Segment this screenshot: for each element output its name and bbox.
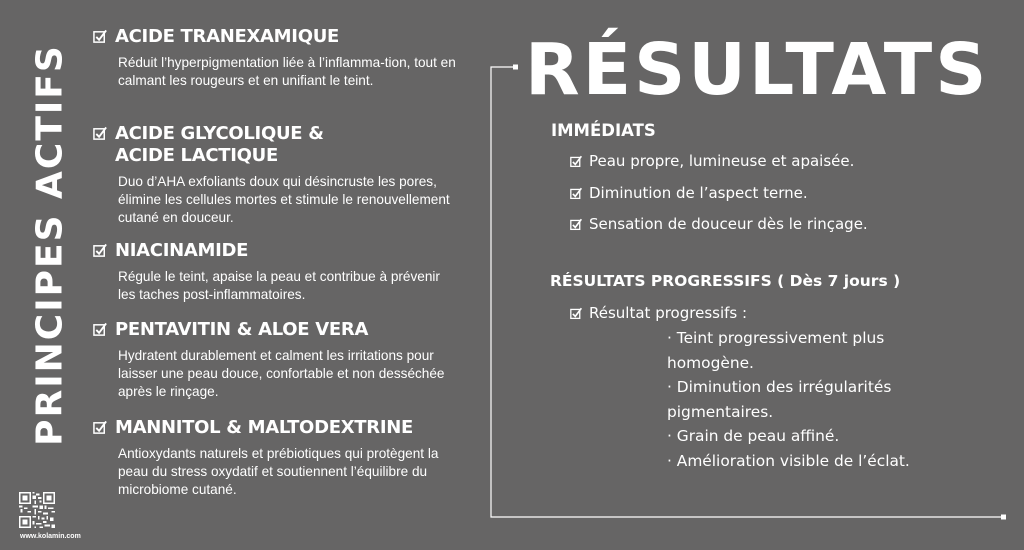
result-text: Résultat progressifs :: [589, 304, 748, 322]
website-url: www.kolamin.com: [20, 533, 81, 540]
ingredient-description: Hydratent durablement et calment les irritations pour laisser une peau douce, confortable et non desséchée après le rinçage.: [118, 348, 445, 399]
ingredient-description: Réduit l’hyperpigmentation liée à l’inflamma-tion, tout en calmant les rougeurs et en unifiant le teint.: [118, 55, 456, 88]
list-item: · Amélioration visible de l’éclat.: [667, 451, 910, 470]
immediate-results-heading: IMMÉDIATS: [551, 121, 656, 140]
results-title: RÉSULTATS: [525, 28, 990, 111]
checkbox-checked-icon: [93, 322, 108, 337]
list-item: · Grain de peau affiné.: [667, 427, 840, 445]
list-item: · Diminution des irrégularités pigmentaires.: [667, 378, 892, 421]
ingredient-item: [93, 417, 458, 499]
result-item: [570, 215, 868, 233]
ingredient-name: ACIDE GLYCOLIQUE & ACIDE LACTIQUE: [115, 123, 324, 166]
ingredient-item: [93, 240, 458, 304]
list-item: · Teint progressivement plus homogène.: [667, 329, 885, 372]
checkbox-checked-icon: [93, 29, 108, 44]
result-text: Peau propre, lumineuse et apaisée.: [589, 152, 855, 170]
ingredient-name: MANNITOL & MALTODEXTRINE: [115, 417, 413, 438]
qr-code-icon: [19, 492, 55, 528]
checkbox-checked-icon: [570, 307, 583, 320]
progressive-results-heading: RÉSULTATS PROGRESSIFS ( Dès 7 jours ): [550, 272, 901, 290]
checkbox-checked-icon: [570, 155, 583, 168]
ingredient-description: Régule le teint, apaise la peau et contribue à prévenir les taches post-inflammatoires.: [118, 269, 440, 302]
result-item: [570, 184, 808, 202]
ingredient-description: Antioxydants naturels et prébiotiques qui protègent la peau du stress oxydatif et soutiennent l’équilibre du microbiome cutané.: [118, 446, 439, 497]
checkbox-checked-icon: [93, 126, 108, 141]
result-text: Sensation de douceur dès le rinçage.: [589, 215, 868, 233]
ingredient-name: NIACINAMIDE: [115, 240, 249, 261]
result-item: [570, 152, 854, 170]
checkbox-checked-icon: [93, 420, 108, 435]
result-item: [570, 304, 747, 322]
ingredient-name: ACIDE TRANEXAMIQUE: [115, 26, 340, 47]
checkbox-checked-icon: [93, 243, 108, 258]
sidebar-title: PRINCIPES ACTIFS: [29, 44, 71, 446]
ingredient-item: [93, 26, 458, 90]
ingredient-item: [93, 319, 458, 401]
result-text: Diminution de l’aspect terne.: [589, 184, 808, 202]
progressive-sub-list: [667, 326, 967, 473]
checkbox-checked-icon: [570, 218, 583, 231]
ingredient-description: Duo d’AHA exfoliants doux qui désincruste les pores, élimine les cellules mortes et stimule le renouvellement cutané en douceur.: [118, 174, 450, 225]
checkbox-checked-icon: [570, 187, 583, 200]
ingredient-item: [93, 123, 458, 227]
ingredient-name: PENTAVITIN & ALOE VERA: [115, 319, 369, 340]
